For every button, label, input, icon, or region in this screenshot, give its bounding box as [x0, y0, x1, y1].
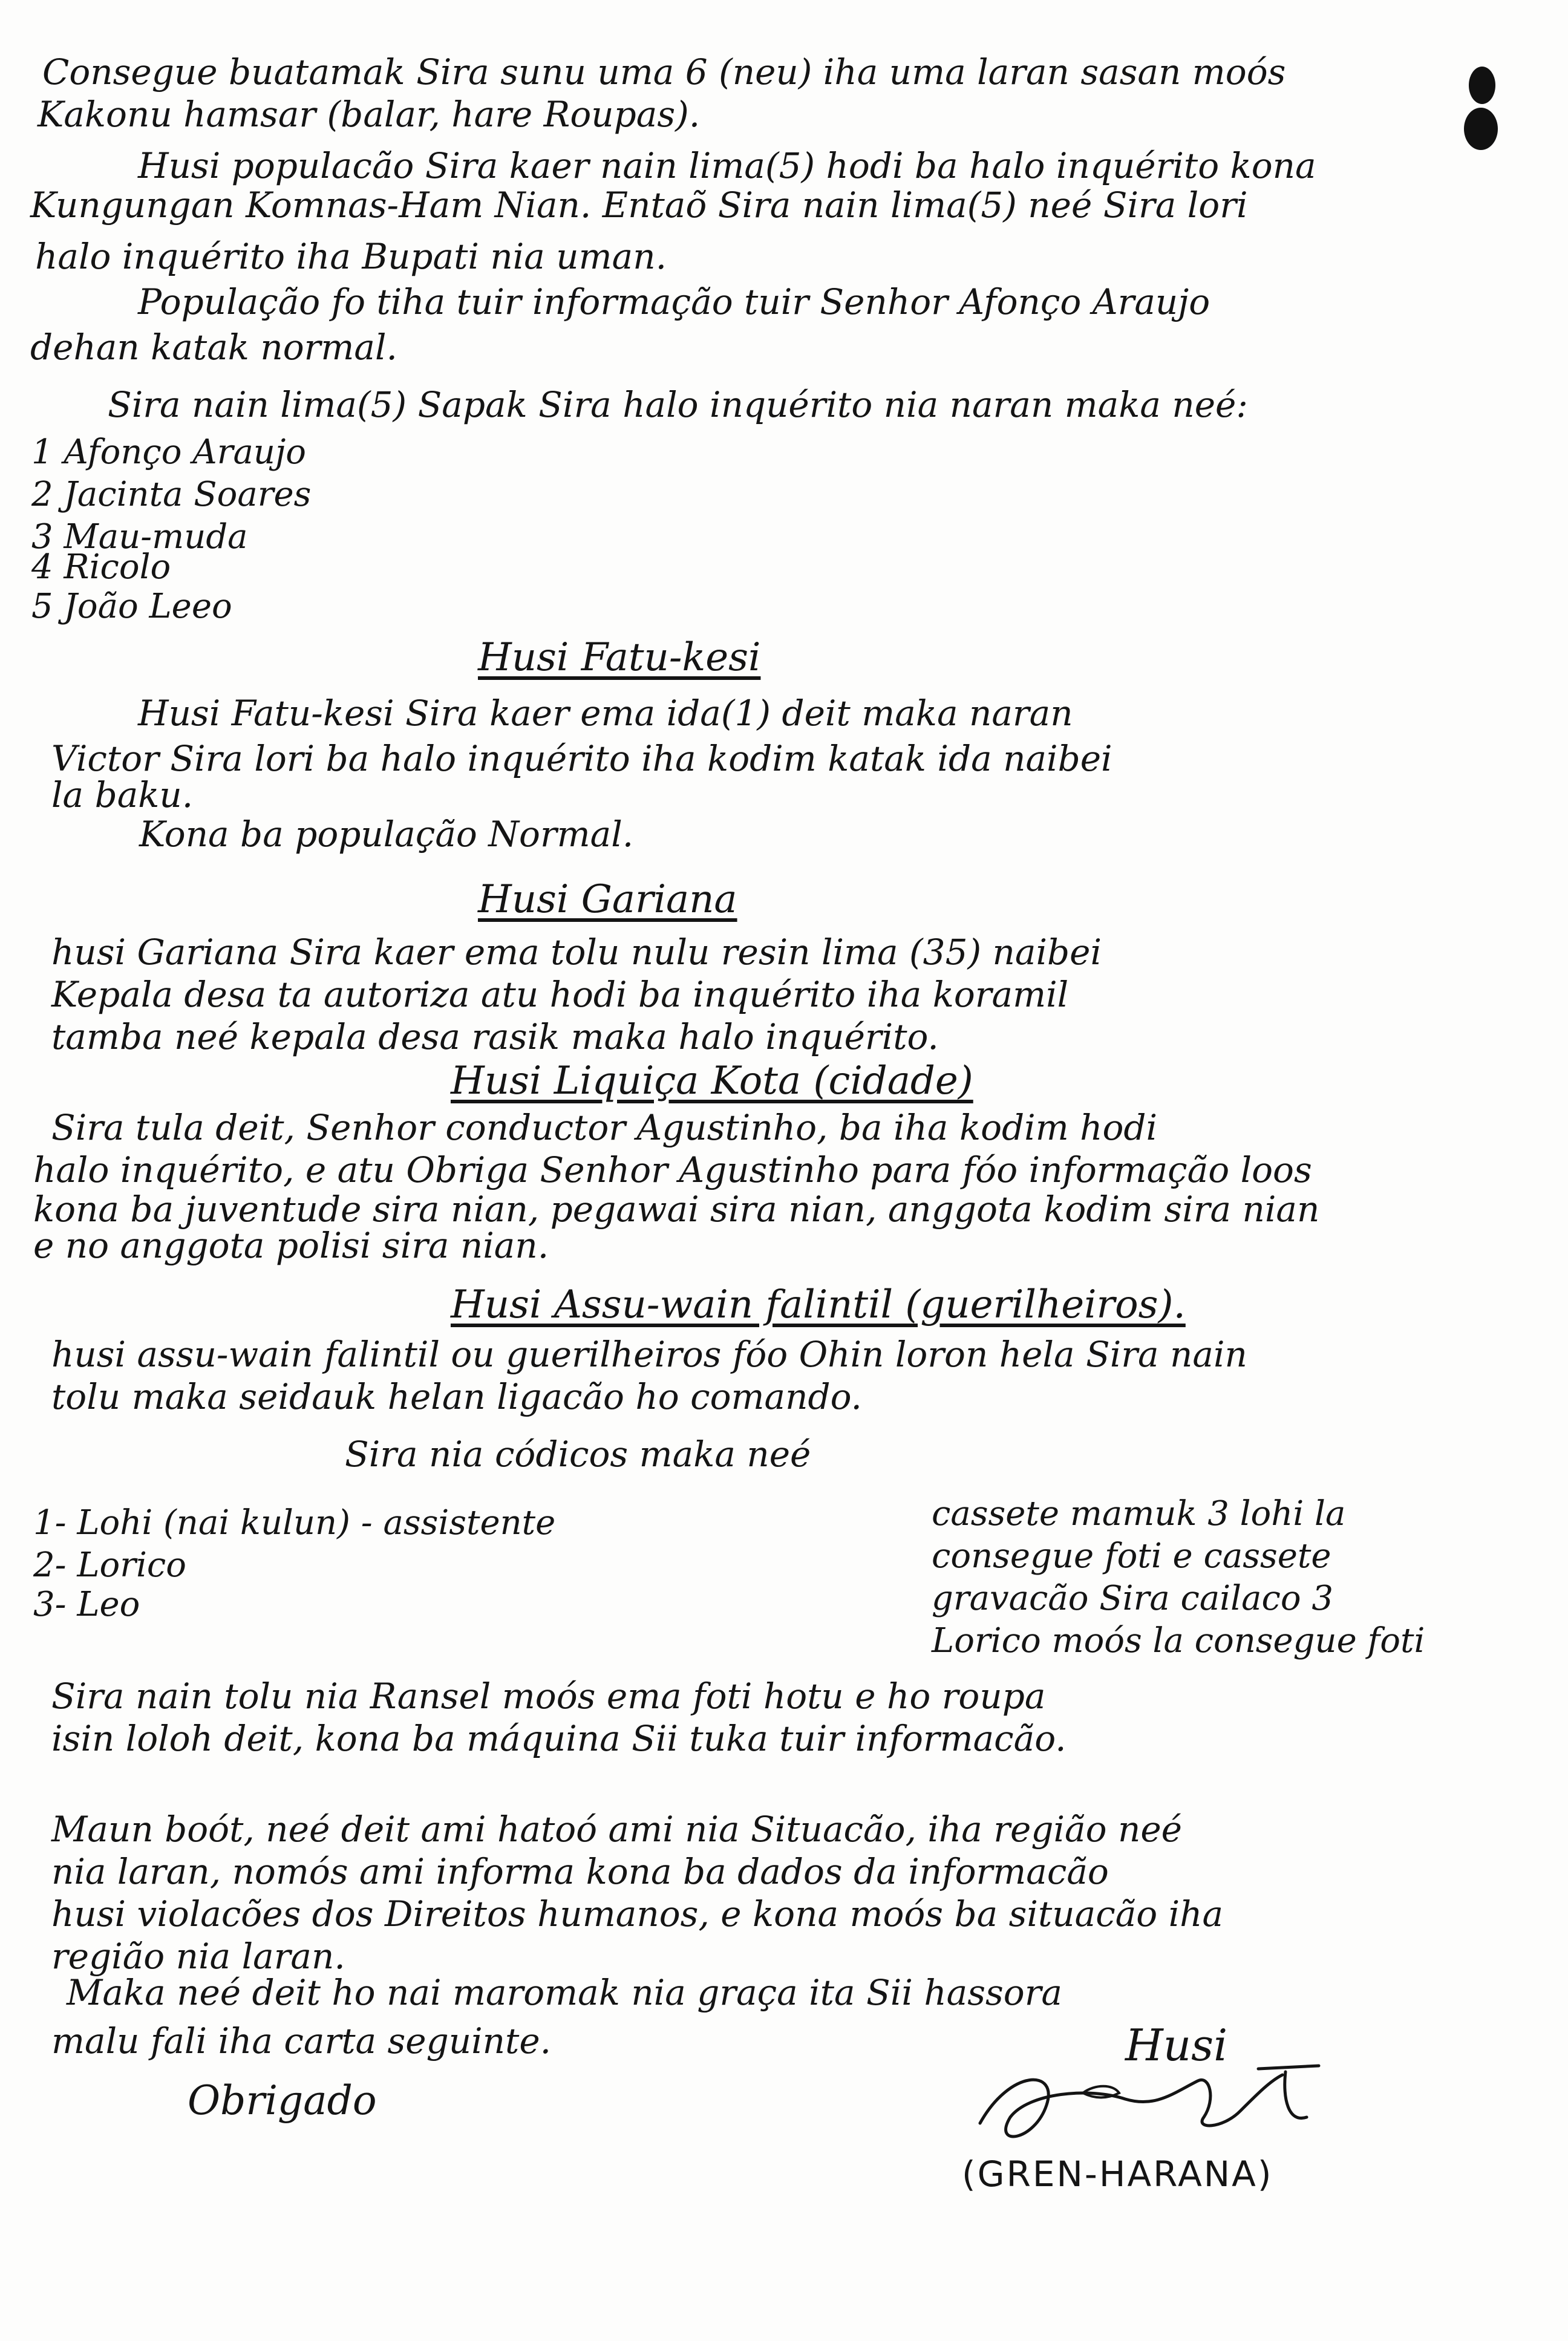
- closing-line: isin loloh deit, kona ba máquina Sii tuka tuir informacão.: [51, 1718, 1067, 1759]
- codes-list-item: 3- Leo: [33, 1585, 140, 1624]
- intro-line: Sira nain lima(5) Sapak Sira halo inquérito nia naran maka neé:: [108, 384, 1248, 425]
- section-heading-assu-wain: Husi Assu-wain falintil (guerilheiros).: [451, 1282, 1186, 1327]
- section-heading-fatu-kesi: Husi Fatu-kesi: [478, 635, 761, 680]
- intro-line: Kakonu hamsar (balar, hare Roupas).: [38, 94, 701, 135]
- closing-line: malu fali iha carta seguinte.: [51, 2020, 552, 2062]
- signature-from: Husi: [1125, 2020, 1228, 2071]
- handwritten-signature-icon: [956, 2057, 1331, 2153]
- section-heading-gariana: Husi Gariana: [478, 877, 737, 922]
- intro-line: Kungungan Komnas-Ham Nian. Entaõ Sira nain lima(5) neé Sira lori: [30, 184, 1248, 226]
- cassette-note-line: gravacão Sira cailaco 3: [932, 1579, 1333, 1618]
- ink-blot-icon: [1469, 67, 1495, 104]
- closing-line: Maun boót, neé deit ami hatoó ami nia Situacão, iha região neé: [51, 1809, 1182, 1850]
- ink-blot-icon: [1464, 108, 1498, 150]
- liquica-line: e no anggota polisi sira nian.: [33, 1225, 549, 1266]
- assu-wain-line: husi assu-wain falintil ou guerilheiros fóo Ohin loron hela Sira nain: [51, 1334, 1247, 1375]
- liquica-line: kona ba juventude sira nian, pegawai sira nian, anggota kodim sira nian: [33, 1189, 1320, 1230]
- cassette-note-line: Lorico moós la consegue foti: [932, 1621, 1425, 1660]
- names-list-item: 3 Mau-muda: [31, 517, 248, 557]
- intro-line: Husi populacão Sira kaer nain lima(5) hodi ba halo inquérito kona: [138, 145, 1316, 186]
- cassette-note-line: consegue foti e cassete: [932, 1536, 1331, 1576]
- closing-line: Sira nain tolu nia Ransel moós ema foti hotu e ho roupa: [51, 1676, 1046, 1717]
- gariana-line: Kepala desa ta autoriza atu hodi ba inquérito iha koramil: [51, 974, 1069, 1015]
- gariana-line: tamba neé kepala desa rasik maka halo inquérito.: [51, 1016, 939, 1057]
- assu-wain-line: tolu maka seidauk helan ligacão ho comando.: [51, 1376, 862, 1417]
- fatu-kesi-line: Victor Sira lori ba halo inquérito iha kodim katak ida naibei: [51, 738, 1112, 779]
- names-list-item: 4 Ricolo: [31, 547, 171, 587]
- fatu-kesi-line: la baku.: [51, 774, 194, 815]
- intro-line: População fo tiha tuir informação tuir Senhor Afonço Araujo: [138, 281, 1210, 322]
- codes-list-item: 1- Lohi (nai kulun) - assistente: [33, 1503, 556, 1543]
- names-list-item: 5 João Leeo: [31, 587, 232, 626]
- obrigado-text: Obrigado: [188, 2077, 377, 2124]
- intro-line: halo inquérito iha Bupati nia uman.: [35, 236, 667, 277]
- fatu-kesi-line: Kona ba população Normal.: [139, 814, 634, 855]
- names-list-item: 1 Afonço Araujo: [31, 433, 307, 472]
- closing-line: região nia laran.: [51, 1936, 345, 1977]
- gariana-line: husi Gariana Sira kaer ema tolu nulu resin lima (35) naibei: [51, 932, 1102, 973]
- closing-line: Maka neé deit ho nai maromak nia graça ita Sii hassora: [67, 1972, 1063, 2013]
- assu-wain-subline: Sira nia códicos maka neé: [345, 1434, 811, 1475]
- liquica-line: Sira tula deit, Senhor conductor Agustinho, ba iha kodim hodi: [51, 1107, 1158, 1148]
- liquica-line: halo inquérito, e atu Obriga Senhor Agustinho para fóo informação loos: [33, 1149, 1312, 1190]
- signature-name: (GREN-HARANA): [962, 2153, 1273, 2195]
- section-heading-liquica: Husi Liquiça Kota (cidade): [451, 1059, 973, 1103]
- cassette-note-line: cassete mamuk 3 lohi la: [932, 1494, 1346, 1533]
- fatu-kesi-line: Husi Fatu-kesi Sira kaer ema ida(1) deit maka naran: [138, 693, 1073, 734]
- closing-line: nia laran, nomós ami informa kona ba dados da informacão: [51, 1851, 1109, 1892]
- names-list-item: 2 Jacinta Soares: [31, 475, 312, 514]
- intro-line: Consegue buatamak Sira sunu uma 6 (neu) iha uma laran sasan moós: [42, 51, 1286, 93]
- intro-line: dehan katak normal.: [30, 327, 397, 368]
- closing-line: husi violacões dos Direitos humanos, e kona moós ba situacão iha: [51, 1893, 1224, 1935]
- codes-list-item: 2- Lorico: [33, 1546, 187, 1585]
